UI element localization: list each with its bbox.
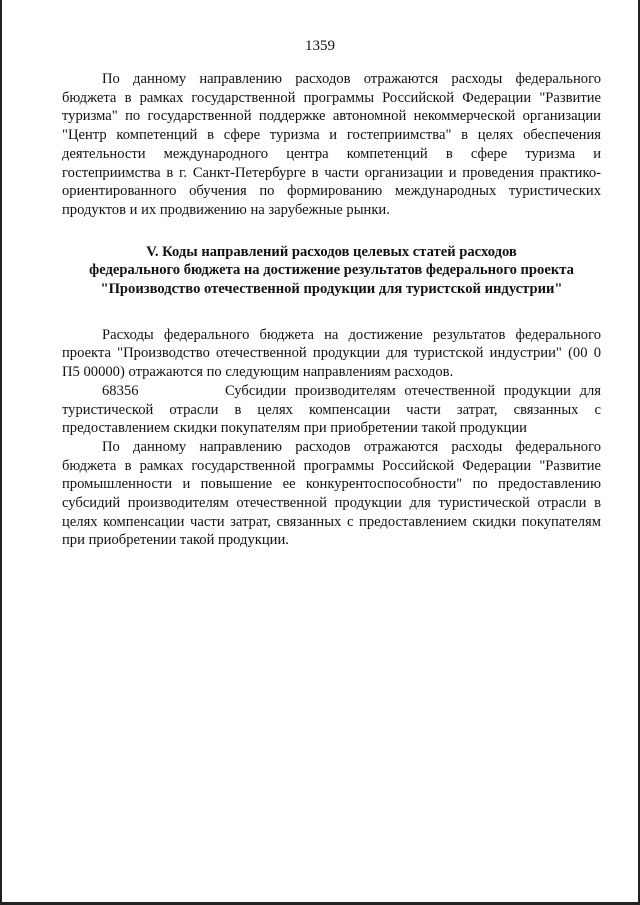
document-body — [62, 70, 601, 550]
paragraph-industry-development: По данному направлению расходов отражаются расходы федерального бюджета в рамках государственной программы Российской Федерации "Развитие промышленности и повышение ее конкурентоспособности" по предоставлению субсидий производителям отечественной продукции для туристической отрасли в целях компенсации части затрат, связанных с предоставлением скидки покупателям при приобретении такой продукции. — [62, 438, 601, 549]
paragraph-project-expenses: Расходы федерального бюджета на достижение результатов федерального проекта "Производство отечественной продукции для туристской индустрии" (00 0 П5 00000) отражаются по следующим направлениям расходов. — [62, 326, 601, 381]
section-heading-line-1: V. Коды направлений расходов целевых статей расходов — [146, 243, 517, 260]
section-heading-line-2: федерального бюджета на достижение результатов федерального проекта — [89, 262, 574, 279]
paragraph-tourism-development: По данному направлению расходов отражаются расходы федерального бюджета в рамках государственной программы Российской Федерации "Развитие туризма" по государственной поддержке автономной некоммерческой организации "Центр компетенций в сфере туризма и гостеприимства" в целях обеспечения деятельности международного центра компетенций в сфере туризма и гостеприимства в г. Санкт-Петербурге в части организации и проведения практико-ориентированного обучения по формированию международных туристических продуктов и их продвижению на зарубежные рынки. — [62, 71, 601, 218]
expense-code-description: Субсидии производителям отечественной продукции для туристической отрасли в целях компенсации части затрат, связанных с предоставлением скидки покупателям при приобретении такой продукции — [62, 382, 601, 437]
expense-code-entry — [62, 382, 601, 438]
section-heading-line-3: "Производство отечественной продукции для туристской индустрии" — [100, 281, 563, 298]
page-number: 1359 — [305, 38, 335, 54]
section-heading — [62, 243, 601, 299]
expense-code-number: 68356 — [102, 382, 139, 399]
scan-border-left — [0, 0, 2, 905]
